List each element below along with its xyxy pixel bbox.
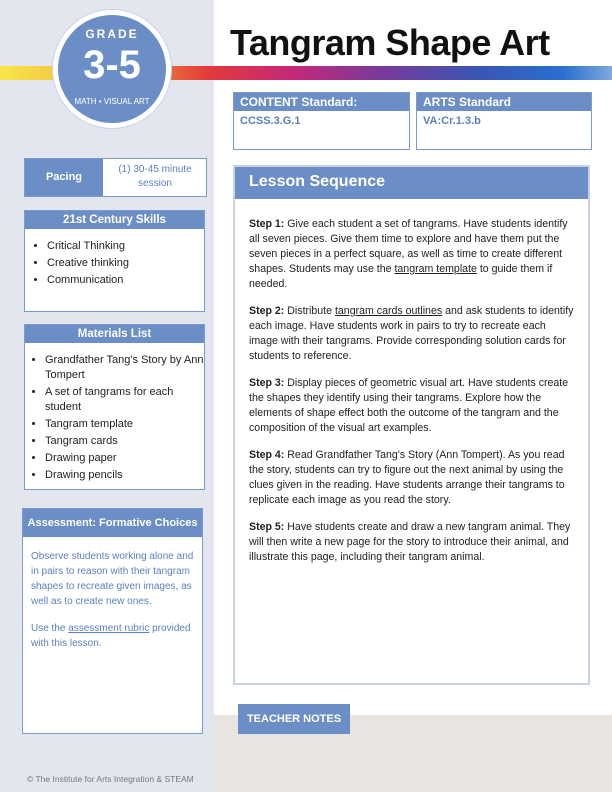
- list-item: • Creative thinking: [47, 256, 204, 271]
- assessment-text: Observe students working alone and in pairs to reason with their tangram shapes to recreate given images, as well as to create new ones.: [31, 551, 194, 607]
- materials-heading: Materials List: [25, 325, 204, 343]
- grade-subjects: MATH • VISUAL ART: [74, 97, 150, 106]
- content-standard-box: [233, 92, 410, 150]
- tangram-cards-link[interactable]: tangram cards outlines: [334, 305, 443, 317]
- grade-badge: [53, 10, 171, 128]
- arts-standard-value: VA:Cr.1.3.b: [423, 115, 481, 127]
- list-item: • A set of tangrams for each student: [45, 385, 204, 415]
- assessment-rubric-link[interactable]: assessment rubric: [68, 623, 150, 634]
- step-3: [249, 376, 574, 436]
- arts-standard-box: [416, 92, 592, 150]
- list-item: • Critical Thinking: [47, 239, 204, 254]
- grade-range: 3-5: [83, 43, 141, 87]
- list-item: • Tangram cards: [45, 434, 204, 449]
- materials-panel: [24, 324, 205, 490]
- copyright: © The Institute for Arts Integration & STEAM: [27, 774, 194, 784]
- step-4: [249, 448, 574, 508]
- step-label: Step 3:: [249, 377, 285, 389]
- assessment-heading: Assessment: Formative Choices: [23, 509, 202, 537]
- arts-standard-label: ARTS Standard: [417, 93, 591, 111]
- page-title: Tangram Shape Art: [230, 22, 550, 63]
- tangram-template-link[interactable]: tangram template: [394, 263, 477, 275]
- teacher-notes-button[interactable]: TEACHER NOTES: [238, 704, 350, 734]
- assessment-rubric-note: [31, 621, 194, 651]
- step-text: Give each student a set of tangrams. Have students identify all seven pieces. Give them time to explore and have them put the seven pieces in a perfect square, as well as time to create different shapes. Students may use the: [249, 218, 568, 275]
- materials-list: [25, 353, 204, 483]
- step-text: Distribute: [284, 305, 335, 317]
- list-item: • Drawing pencils: [45, 468, 204, 483]
- step-text: to guide them if needed.: [249, 263, 553, 290]
- step-label: Step 1:: [249, 218, 285, 230]
- step-label: Step 2:: [249, 305, 285, 317]
- skills-heading: 21st Century Skills: [25, 211, 204, 229]
- list-item: • Communication: [47, 273, 204, 288]
- lesson-sequence-panel: [233, 165, 590, 685]
- step-text: and ask students to identify each image. Have students work in pairs to try to recreate each image with their tangrams. Provide corresponding solution cards for students to reference.: [249, 305, 574, 362]
- assessment-panel: [22, 508, 203, 734]
- step-text: Have students create and draw a new tangram animal. They will then write a new page for the story to introduce their animal, and illustrate this page, including their tangram animal.: [249, 521, 571, 563]
- rubric-note-post: provided with this lesson.: [31, 623, 191, 649]
- step-text: Read Grandfather Tang's Story (Ann Tompert). As you read the story, students can try to figure out the next animal by using the clues given in the reading. Have students arrange their tangrams to replicate each image as you read the story.: [249, 449, 565, 506]
- list-item: • Drawing paper: [45, 451, 204, 466]
- step-5: [249, 520, 574, 565]
- pacing-value: (1) 30-45 minute session: [118, 164, 192, 189]
- skills-panel: [24, 210, 205, 312]
- step-1: [249, 217, 574, 292]
- content-standard-label: CONTENT Standard:: [234, 93, 409, 111]
- content-standard-value: CCSS.3.G.1: [240, 115, 301, 127]
- step-text: Display pieces of geometric visual art. Have students create the shapes they identify using their tangrams. Explore how the elements of shape effect both the outcome of the tangram and the composition of the visual art examples.: [249, 377, 569, 434]
- step-label: Step 4:: [249, 449, 285, 461]
- rubric-note-pre: Use the: [31, 623, 69, 634]
- pacing-box: [24, 158, 207, 197]
- step-2: [249, 304, 574, 364]
- list-item: • Grandfather Tang's Story by Ann Tompert: [45, 353, 204, 383]
- lesson-steps: [235, 199, 588, 565]
- lesson-heading: Lesson Sequence: [235, 167, 588, 199]
- step-label: Step 5:: [249, 521, 285, 533]
- skills-list: [25, 239, 204, 288]
- pacing-label: Pacing: [25, 159, 103, 196]
- grade-label: GRADE: [85, 27, 139, 41]
- list-item: • Tangram template: [45, 417, 204, 432]
